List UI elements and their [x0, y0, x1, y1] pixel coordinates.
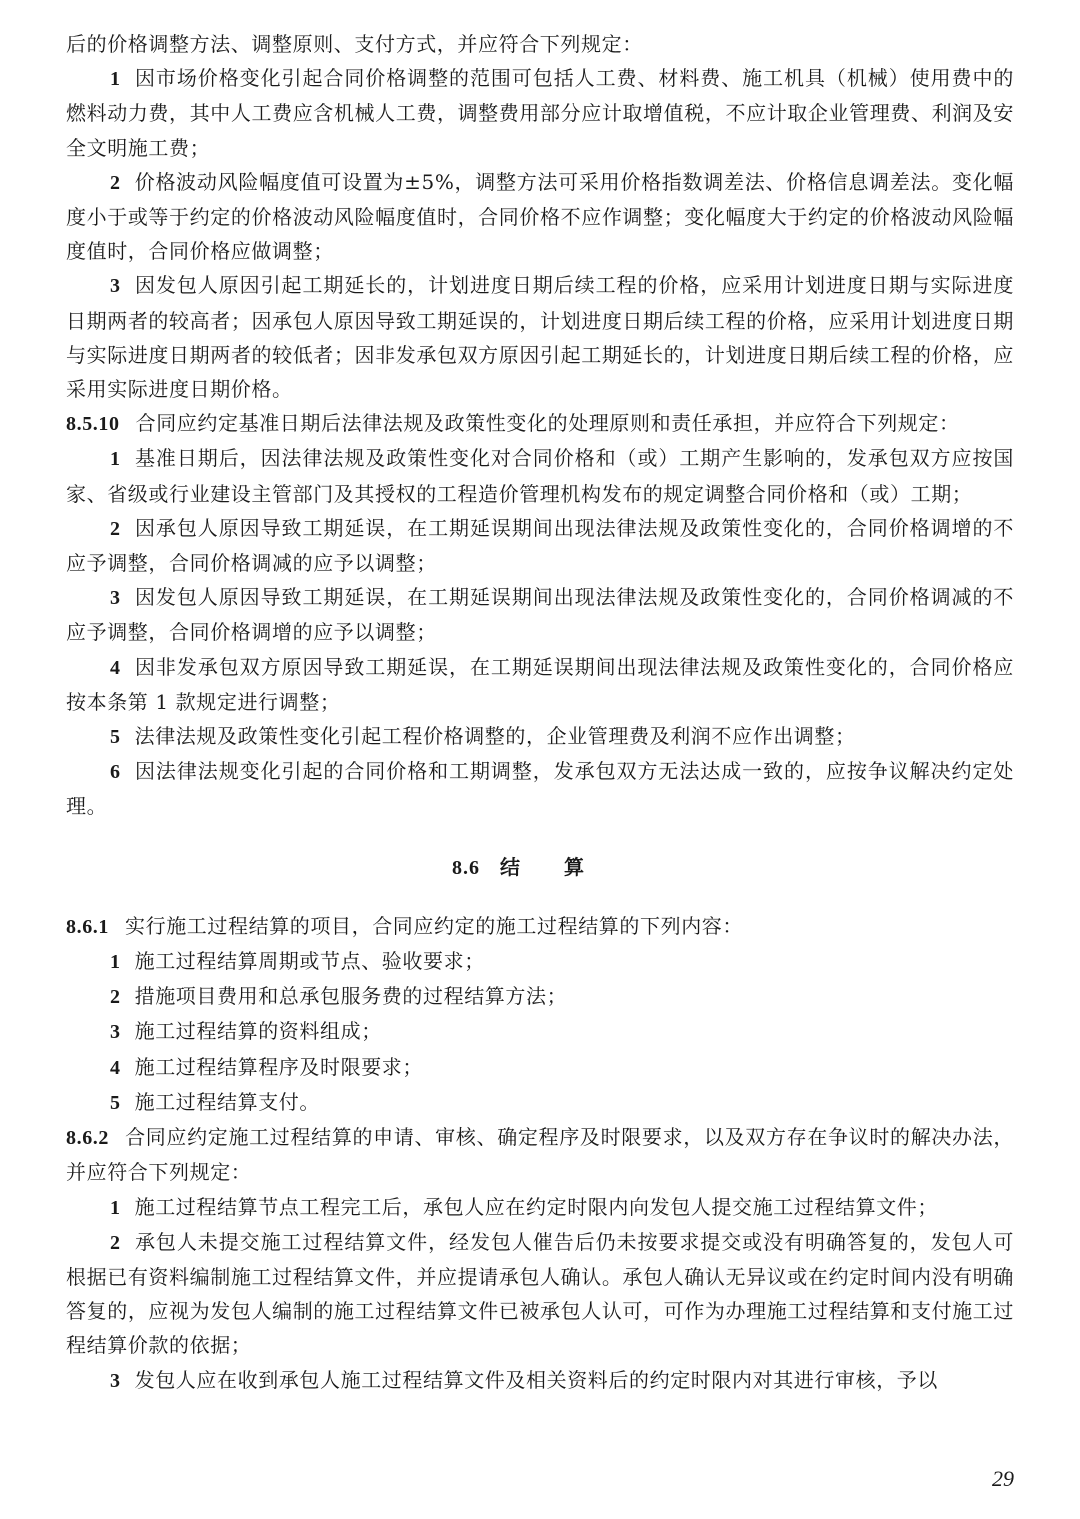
item-number: 2: [110, 517, 121, 540]
list-item: [66, 650, 1014, 719]
clause-text: 合同应约定基准日期后法律法规及政策性变化的处理原则和责任承担，并应符合下列规定：: [135, 411, 960, 436]
item-number: 5: [110, 1091, 121, 1114]
item-text: 因发包人原因导致工期延误，在工期延误期间出现法律法规及政策性变化的，合同价格调减的不应予调整，合同价格调增的应予以调整；: [66, 585, 1014, 645]
item-number: 3: [110, 275, 121, 298]
item-number: 4: [110, 656, 121, 679]
list-item: [66, 1050, 1014, 1085]
list-item: [66, 1085, 1014, 1120]
list-item: [66, 441, 1014, 510]
item-text: 措施项目费用和总承包服务费的过程结算方法；: [134, 984, 568, 1009]
document-page: [66, 27, 1014, 1398]
item-text: 施工过程结算的资料组成；: [134, 1019, 382, 1044]
item-number: 1: [110, 1196, 121, 1219]
clause-8-6-2: [66, 1120, 1014, 1189]
item-number: 2: [110, 1231, 121, 1254]
item-number: 5: [110, 726, 121, 749]
list-item: [66, 979, 1014, 1014]
clause-text: 实行施工过程结算的项目，合同应约定的施工过程结算的下列内容：: [125, 913, 743, 938]
item-text: 因承包人原因导致工期延误，在工期延误期间出现法律法规及政策性变化的，合同价格调增的不应予调整，合同价格调减的应予以调整；: [66, 515, 1014, 576]
list-item: [66, 165, 1014, 269]
item-number: 1: [110, 951, 121, 974]
item-text: 价格波动风险幅度值可设置为±5%，调整方法可采用价格指数调差法、价格信息调差法。变化幅度小于或等于约定的价格波动风险幅度值时，合同价格不应作调整；变化幅度大于约定的价格波动风险幅度值时，合同价格应做调整；: [66, 169, 1014, 264]
clause-number: 8.6.1: [66, 915, 109, 938]
item-number: 1: [110, 68, 121, 91]
intro-paragraph: 后的价格调整方法、调整原则、支付方式，并应符合下列规定：: [66, 32, 643, 56]
item-text: 施工过程结算节点工程完工后，承包人应在约定时限内向发包人提交施工过程结算文件；: [134, 1194, 939, 1219]
item-text: 因非发承包双方原因导致工期延误，在工期延误期间出现法律法规及政策性变化的，合同价格应按本条第 1 款规定进行调整；: [66, 654, 1014, 714]
item-text: 承包人未提交施工过程结算文件，经发包人催告后仍未按要求提交或没有明确答复的，发包人可根据已有资料编制施工过程结算文件，并应提请承包人确认。承包人确认无异议或在约定时间内没有明确答复的，应视为发包人编制的施工过程结算文件已被承包人认可，可作为办理施工过程结算和支付施工过程结算价款的依据；: [66, 1229, 1014, 1358]
item-number: 3: [110, 587, 121, 610]
list-item: [66, 754, 1014, 823]
item-text: 施工过程结算周期或节点、验收要求；: [134, 949, 485, 974]
item-text: 施工过程结算程序及时限要求；: [134, 1054, 424, 1079]
item-text: 基准日期后，因法律法规及政策性变化对合同价格和（或）工期产生影响的，发承包双方应按国家、省级或行业建设主管部门及其授权的工程造价管理机构发布的规定调整合同价格和（或）工期；: [66, 446, 1014, 506]
item-number: 1: [110, 448, 121, 471]
clause-number: 8.5.10: [66, 413, 120, 436]
list-item: [66, 1190, 1014, 1225]
item-number: 3: [110, 1021, 121, 1044]
clause-8-6-1: [66, 909, 1014, 944]
item-number: 3: [110, 1369, 121, 1392]
list-item: [66, 1225, 1014, 1363]
section-number: 8.6: [452, 856, 480, 879]
list-item: [66, 1363, 1014, 1398]
section-heading: [66, 850, 1014, 885]
item-text: 因市场价格变化引起合同价格调整的范围可包括人工费、材料费、施工机具（机械）使用费中的燃料动力费，其中人工费应含机械人工费，调整费用部分应计取增值税，不应计取企业管理费、利润及安全文明施工费；: [66, 66, 1014, 160]
list-item: [66, 61, 1014, 165]
list-item: [66, 1014, 1014, 1049]
item-number: 2: [110, 171, 121, 194]
section-title: 结算: [500, 854, 628, 879]
item-text: 法律法规及政策性变化引起工程价格调整的，企业管理费及利润不应作出调整；: [134, 724, 856, 749]
item-number: 4: [110, 1056, 121, 1079]
item-number: 6: [110, 761, 121, 784]
page-number: 29: [992, 1466, 1014, 1491]
list-item: [66, 268, 1014, 406]
item-text: 因法律法规变化引起的合同价格和工期调整，发承包双方无法达成一致的，应按争议解决约定处理。: [66, 759, 1014, 819]
list-item: [66, 511, 1014, 580]
list-item: [66, 719, 1014, 754]
list-item: [66, 580, 1014, 649]
clause-8-5-10: [66, 406, 1014, 441]
clause-text: 合同应约定施工过程结算的申请、审核、确定程序及时限要求，以及双方存在争议时的解决办法，并应符合下列规定：: [66, 1125, 1014, 1185]
item-text: 因发包人原因引起工期延长的，计划进度日期后续工程的价格，应采用计划进度日期与实际进度日期两者的较高者；因承包人原因导致工期延误的，计划进度日期后续工程的价格，应采用计划进度日期与实际进度日期两者的较低者；因非发承包双方原因引起工期延长的，计划进度日期后续工程的价格，应采用实际进度日期价格。: [66, 273, 1014, 402]
item-text: 施工过程结算支付。: [134, 1089, 321, 1114]
clause-number: 8.6.2: [66, 1127, 109, 1150]
item-text: 发包人应在收到承包人施工过程结算文件及相关资料后的约定时限内对其进行审核，予以: [134, 1367, 939, 1392]
item-number: 2: [110, 986, 121, 1009]
list-item: [66, 944, 1014, 979]
